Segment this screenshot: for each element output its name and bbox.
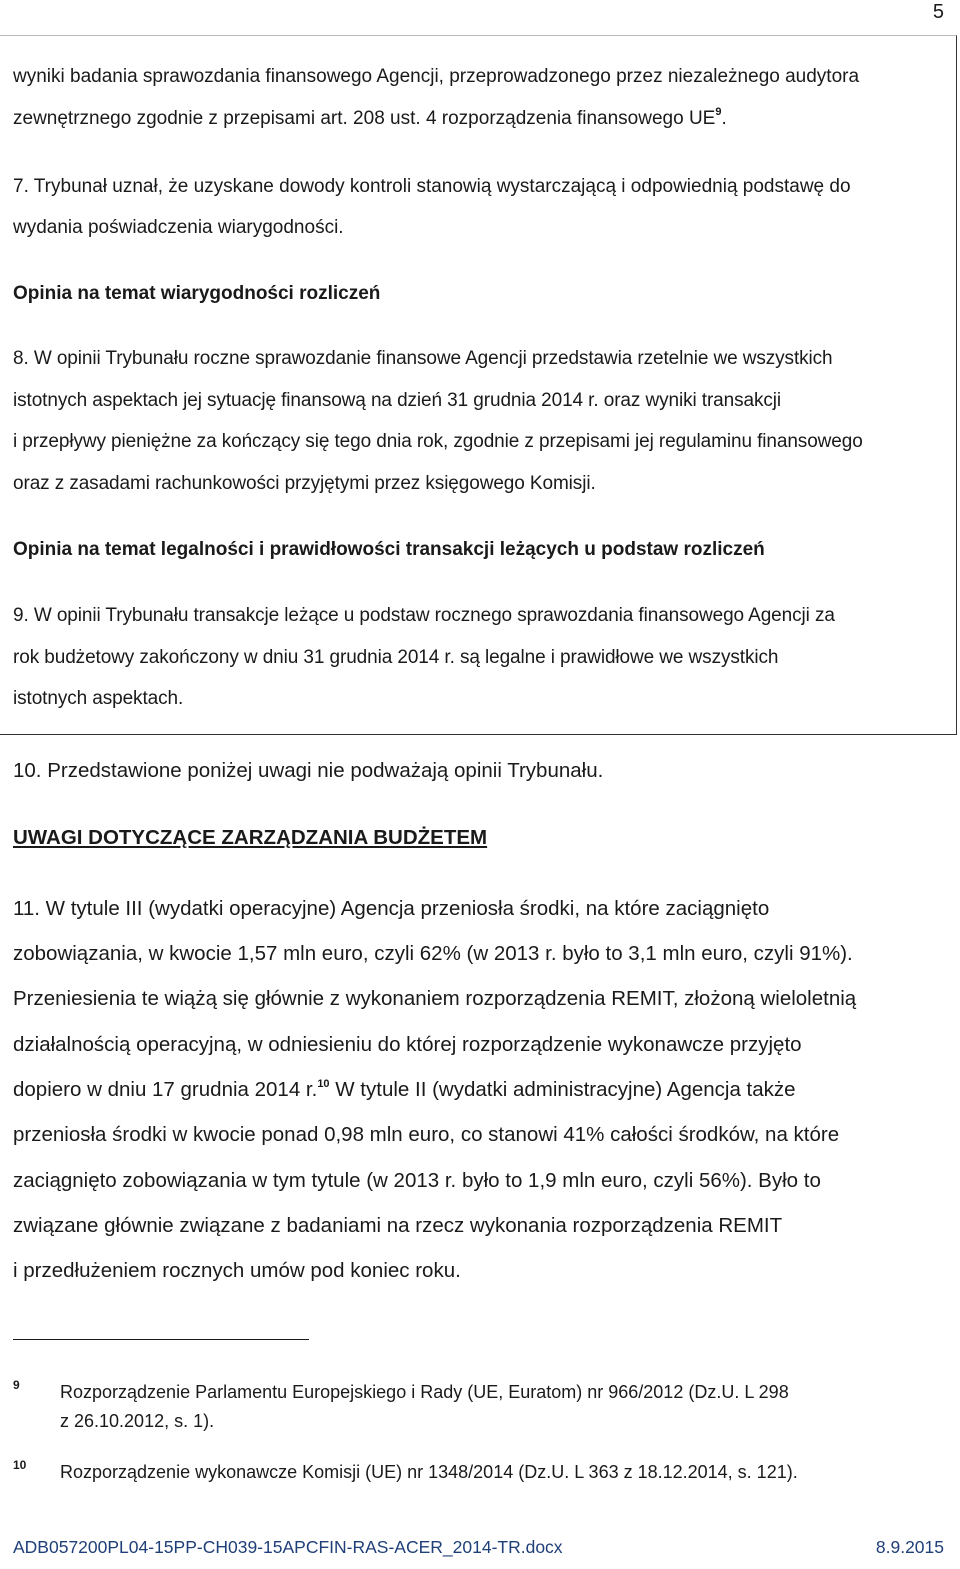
paragraph-9-line: istotnych aspektach. [13, 688, 184, 709]
paragraph-line [13, 98, 727, 140]
paragraph-7-line: 7. Trybunał uznał, że uzyskane dowody kontroli stanowią wystarczającą i odpowiednią podstawę do [13, 176, 851, 197]
paragraph-8-line: oraz z zasadami rachunkowości przyjętymi przez księgowego Komisji. [13, 473, 596, 494]
section-heading: Opinia na temat legalności i prawidłowości transakcji leżących u podstaw rozliczeń [13, 539, 765, 560]
footer-document-id: ADB057200PL04-15PP-CH039-15APCFIN-RAS-ACER_2014-TR.docx [13, 1537, 563, 1557]
section-heading: Opinia na temat wiarygodności rozliczeń [13, 283, 381, 304]
footnote-text: z 26.10.2012, s. 1). [60, 1411, 215, 1431]
footnote-text: Rozporządzenie Parlamentu Europejskiego i Rady (UE, Euratom) nr 966/2012 (Dz.U. L 298 [60, 1382, 789, 1402]
footnote-ref: 9 [715, 106, 722, 118]
paragraph-text: dopiero w dniu 17 grudnia 2014 r. [13, 1078, 318, 1101]
footnote-separator [13, 1339, 309, 1340]
section-heading-underlined: UWAGI DOTYCZĄCE ZARZĄDZANIA BUDŻETEM [13, 826, 488, 849]
paragraph-8-line: 8. W opinii Trybunału roczne sprawozdanie finansowe Agencji przedstawia rzetelnie we wszystkich [13, 348, 833, 369]
footnote-text: Rozporządzenie wykonawcze Komisji (UE) nr 1348/2014 (Dz.U. L 363 z 18.12.2014, s. 121). [60, 1462, 798, 1482]
paragraph-7-line: wydania poświadczenia wiarygodności. [13, 217, 344, 238]
paragraph-11-line: związane głównie związane z badaniami na rzecz wykonania rozporządzenia REMIT [13, 1214, 783, 1237]
paragraph-11-line: działalnością operacyjną, w odniesieniu do której rozporządzenie wykonawcze przyjęto [13, 1033, 802, 1056]
paragraph-10: 10. Przedstawione poniżej uwagi nie podważają opinii Trybunału. [13, 759, 604, 782]
footer-date: 8.9.2015 [875, 1537, 944, 1557]
paragraph-text: W tytule II (wydatki administracyjne) Agencja także [329, 1078, 796, 1101]
paragraph-11-line: Przeniesienia te wiążą się głównie z wykonaniem rozporządzenia REMIT, złożoną wieloletnią [13, 987, 857, 1010]
paragraph-text: . [721, 108, 727, 129]
paragraph-8-line: i przepływy pieniężne za kończący się tego dnia rok, zgodnie z przepisami jej regulaminu finansowego [13, 431, 863, 452]
footnote-number: 10 [13, 1458, 27, 1472]
footnote-number: 9 [13, 1378, 20, 1392]
paragraph-11-line: zobowiązania, w kwocie 1,57 mln euro, czyli 62% (w 2013 r. było to 3,1 mln euro, czyli 91%). [13, 942, 853, 965]
footnote-ref: 10 [317, 1078, 330, 1090]
paragraph-11-line: i przedłużeniem rocznych umów pod koniec roku. [13, 1259, 461, 1282]
paragraph-line: wyniki badania sprawozdania finansowego Agencji, przeprowadzonego przez niezależnego audytora [13, 66, 860, 87]
page-number: 5 [932, 1, 944, 23]
paragraph-8-line: istotnych aspektach jej sytuację finansową na dzień 31 grudnia 2014 r. oraz wyniki transakcji [13, 390, 782, 411]
paragraph-9-line: 9. W opinii Trybunału transakcje leżące u podstaw rocznego sprawozdania finansowego Agencji za [13, 605, 835, 626]
paragraph-11-line: przeniosła środki w kwocie ponad 0,98 mln euro, co stanowi 41% całości środków, na które [13, 1123, 840, 1146]
paragraph-11-line [13, 1067, 796, 1112]
paragraph-text: zewnętrznego zgodnie z przepisami art. 208 ust. 4 rozporządzenia finansowego UE [13, 108, 716, 129]
paragraph-11-line: 11. W tytule III (wydatki operacyjne) Agencja przeniosła środki, na które zaciągnięto [13, 897, 770, 920]
paragraph-9-line: rok budżetowy zakończony w dniu 31 grudnia 2014 r. są legalne i prawidłowe we wszystkich [13, 647, 779, 668]
paragraph-11-line: zaciągnięto zobowiązania w tym tytule (w 2013 r. było to 1,9 mln euro, czyli 56%). Było to [13, 1169, 821, 1192]
